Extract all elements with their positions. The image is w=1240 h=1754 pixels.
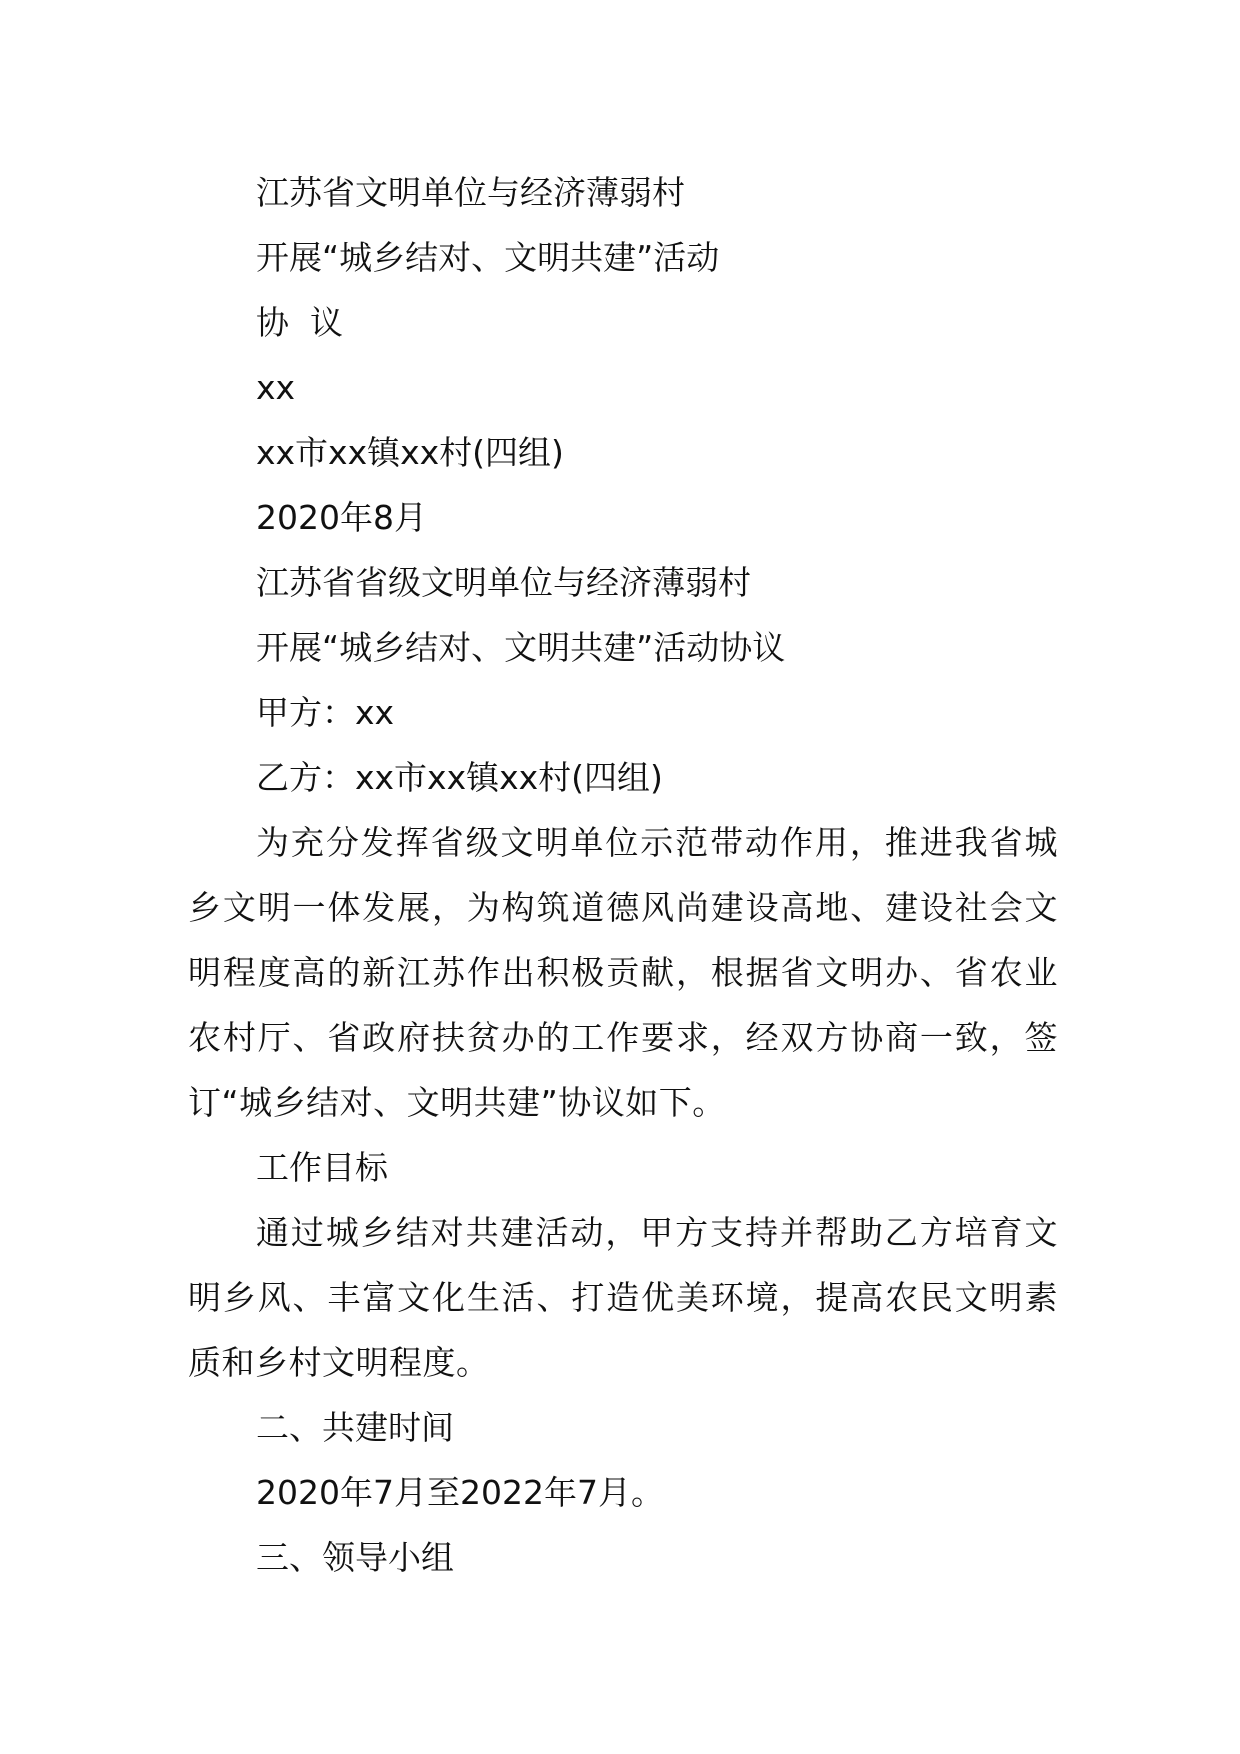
cover-title-line3: 协 议 [256,303,343,342]
cover-party-a: xx [256,368,296,407]
cover-title-line1: 江苏省文明单位与经济薄弱村 [256,173,685,212]
section1-heading: 工作目标 [256,1148,388,1187]
cover-date: 2020年8月 [256,498,427,537]
section3-heading: 三、领导小组 [256,1538,454,1577]
party-b-line: 乙方：xx市xx镇xx村(四组) [256,758,663,797]
party-a-line: 甲方：xx [256,693,395,732]
cover-title-line2: 开展“城乡结对、文明共建”活动 [256,238,720,277]
intro-paragraph: 为充分发挥省级文明单位示范带动作用，推进我省城乡文明一体发展，为构筑道德风尚建设高地、建设社会文明程度高的新江苏作出积极贡献，根据省文明办、省农业农村厅、省政府扶贫办的工作要求，经双方协商一致，签订“城乡结对、文明共建”协议如下。 [188,823,1058,1122]
document-body [188,160,1058,1590]
agreement-title-line2: 开展“城乡结对、文明共建”活动协议 [256,628,786,667]
section1-body: 通过城乡结对共建活动，甲方支持并帮助乙方培育文明乡风、丰富文化生活、打造优美环境，提高农民文明素质和乡村文明程度。 [188,1213,1058,1382]
agreement-title-line1: 江苏省省级文明单位与经济薄弱村 [256,563,751,602]
section2-body: 2020年7月至2022年7月。 [256,1473,664,1512]
section2-heading: 二、共建时间 [256,1408,454,1447]
cover-party-b: xx市xx镇xx村(四组) [256,433,564,472]
